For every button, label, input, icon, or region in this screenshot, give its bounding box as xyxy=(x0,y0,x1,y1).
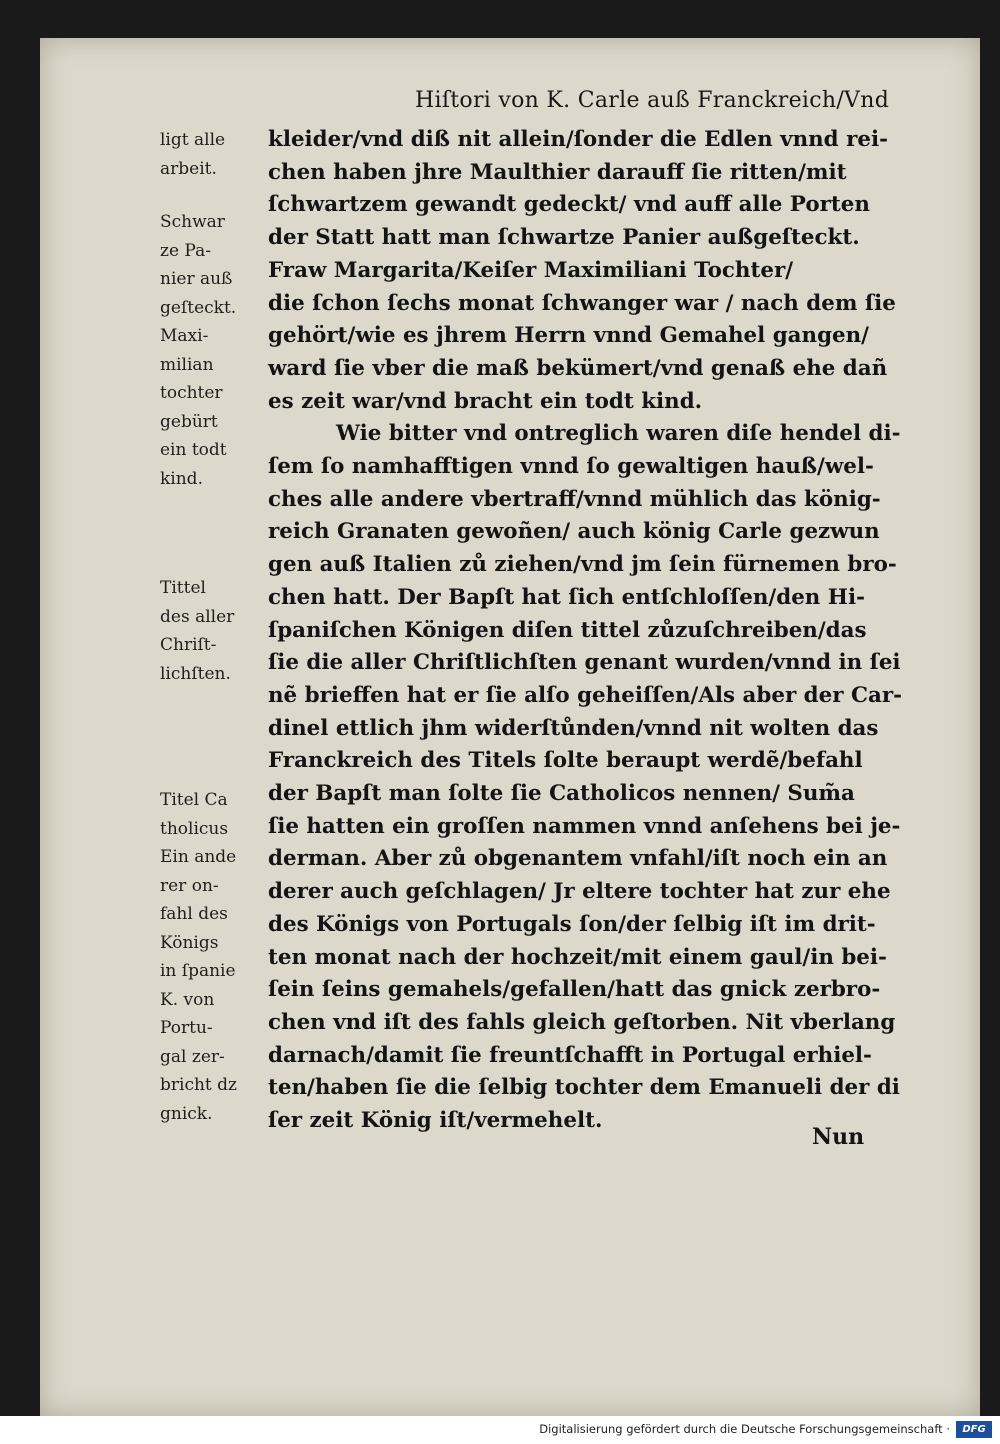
text-line: gen auß Italien zů ziehen/vnd jm ſein fürnemen bro‑ xyxy=(268,552,897,578)
text-line: ten monat nach der hochzeit/mit einem gaul/in bei‑ xyxy=(268,944,887,970)
text-line: ſer zeit König iſt/vermehelt. xyxy=(268,1108,603,1134)
catchword: Nun xyxy=(812,1124,865,1150)
text-line: gehört/wie es jhrem Herrn vnnd Gemahel gangen/ xyxy=(268,323,869,349)
text-line: derer auch geſchlagen/ Jr eltere tochter hat zur ehe xyxy=(268,879,891,905)
text-line: die ſchon ſechs monat ſchwanger war / nach dem ſie xyxy=(268,290,896,316)
margin-note: Schwar ze Pa‑ nier auß geſteckt. xyxy=(160,212,237,318)
text-line: chen hatt. Der Bapſt hat ſich entſchloſſen/den Hi‑ xyxy=(268,584,866,610)
text-line: ſpaniſchen Königen diſen tittel zůzuſchreiben/das xyxy=(268,617,867,643)
text-line: ten/haben ſie die ſelbig tochter dem Emanueli der di xyxy=(268,1075,900,1101)
text-line: chen vnd iſt des fahls gleich geſtorben. Nit vberlang xyxy=(268,1009,896,1035)
text-line: nẽ brieffen hat er ſie alſo geheiſſen/Als aber der Car‑ xyxy=(268,682,902,708)
funding-notice: Digitalisierung gefördert durch die Deutsche Forschungsgemeinschaft · xyxy=(539,1422,950,1436)
text-line: dinel ettlich jhm widerſtůnden/vnnd nit wolten das xyxy=(268,715,879,741)
text-line: Wie bitter vnd ontreglich waren diſe hendel di‑ xyxy=(336,421,901,447)
text-line: chen haben jhre Maulthier darauff ſie ritten/mit xyxy=(268,159,847,185)
margin-note: Titel Ca tholicus Ein ande rer on‑ fahl des Königs in ſpanie K. von Portu‑ gal zer‑ bricht dz gnick. xyxy=(160,790,237,1124)
dfg-logo: DFG xyxy=(956,1421,992,1438)
text-line: des Königs von Portugals ſon/der ſelbig iſt im drit‑ xyxy=(268,911,876,937)
text-line: ward ſie vber die maß bekümert/vnd genaß ehe dañ xyxy=(268,355,888,381)
text-line: ſie hatten ein groſſen nammen vnnd anſehens bei je‑ xyxy=(268,813,901,839)
margin-note: ligt alle arbeit. xyxy=(160,130,226,179)
text-line: kleider/vnd diß nit allein/ſonder die Edlen vnnd rei‑ xyxy=(268,127,888,152)
text-line: ſchwartzem gewandt gedeckt/ vnd auff alle Porten xyxy=(268,192,870,218)
text-line: Fraw Margarita/Keiſer Maximiliani Tochter/ xyxy=(268,257,794,283)
text-line: der Bapſt man ſolte ſie Catholicos nennen/ Sum̃a xyxy=(268,781,855,807)
text-line: es zeit war/vnd bracht ein todt kind. xyxy=(268,388,703,414)
text-line: derman. Aber zů obgenantem vnfahl/iſt noch ein an xyxy=(268,846,888,872)
text-line: ſein ſeins gemahels/gefallen/hatt das gnick zerbro‑ xyxy=(268,977,881,1003)
text-line: darnach/damit ſie freuntſchafft in Portugal erhiel‑ xyxy=(268,1042,872,1068)
text-line: ſie die aller Chriſtlichſten genant wurden/vnnd in ſei xyxy=(268,650,901,676)
margin-note: Maxi‑ milian tochter gebürt ein todt kind. xyxy=(160,326,227,489)
body-text xyxy=(268,124,968,1138)
text-line: Franckreich des Titels ſolte beraupt werdẽ/befahl xyxy=(268,748,863,774)
text-line: ches alle andere vbertraff/vnnd mühlich das könig‑ xyxy=(268,486,881,512)
footer-bar xyxy=(0,1416,1000,1444)
margin-note: Tittel des aller Chriſt‑ lichſten. xyxy=(160,578,235,684)
text-line: der Statt hatt man ſchwartze Panier außgeſteckt. xyxy=(268,225,860,251)
running-header: Hiſtori von K. Carle auß Franckreich/Vnd xyxy=(415,88,890,113)
text-line: reich Granaten gewoñen/ auch könig Carle gezwun xyxy=(268,519,880,545)
text-line: ſem ſo namhafftigen vnnd ſo gewaltigen hauß/wel‑ xyxy=(268,454,874,480)
